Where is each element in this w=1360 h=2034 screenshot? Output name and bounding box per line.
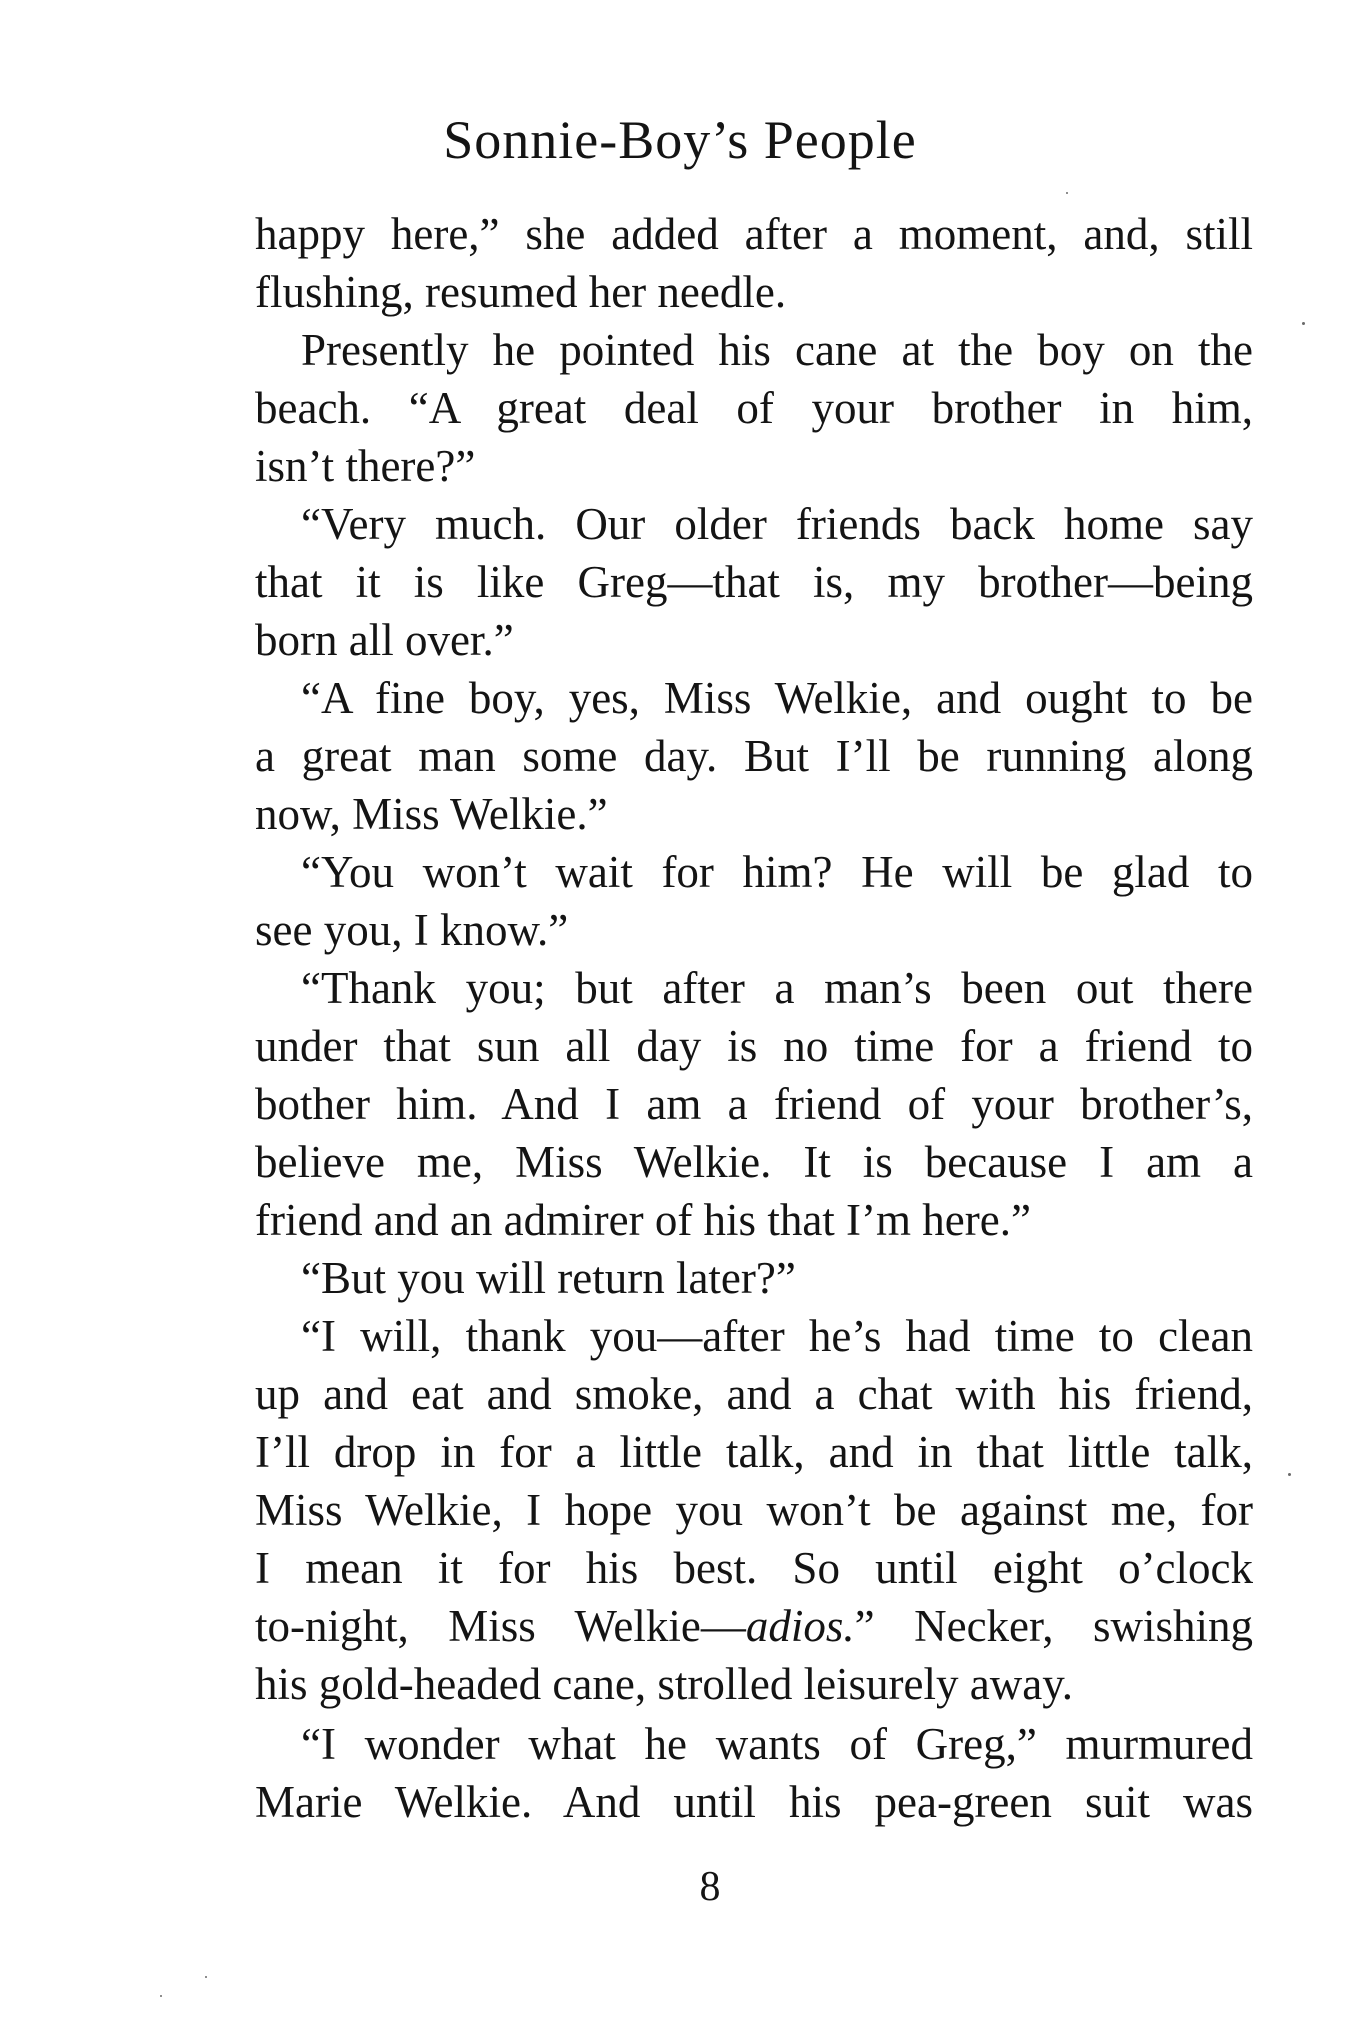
text-line: beach. “A great deal of your brother in him, <box>255 383 1253 433</box>
running-head: Sonnie-Boy’s People <box>443 110 917 170</box>
text-line-italic-adios <box>255 1597 1253 1655</box>
text-line: Marie Welkie. And until his pea-green suit was <box>255 1777 1253 1827</box>
text-line: “Thank you; but after a man’s been out there <box>301 963 1253 1013</box>
text-line: “You won’t wait for him? He will be glad to <box>301 847 1253 897</box>
page-number: 8 <box>699 1864 721 1910</box>
text-line: a great man some day. But I’ll be running along <box>255 731 1253 781</box>
text-line: “I wonder what he wants of Greg,” murmured <box>301 1719 1253 1769</box>
text-line: Miss Welkie, I hope you won’t be against me, for <box>255 1485 1253 1535</box>
text-line: “But you will return later?” <box>301 1253 796 1303</box>
text-line: his gold-headed cane, strolled leisurely away. <box>255 1659 1074 1709</box>
text-line: I mean it for his best. So until eight o’clock <box>255 1543 1253 1593</box>
text-line: flushing, resumed her needle. <box>255 267 787 317</box>
text-span: to-night, Miss Welkie— <box>255 1601 746 1651</box>
body-text <box>255 205 1253 1831</box>
text-line: up and eat and smoke, and a chat with his friend, <box>255 1369 1253 1419</box>
text-line: born all over.” <box>255 615 514 665</box>
text-line: “Very much. Our older friends back home say <box>301 499 1253 549</box>
text-line: now, Miss Welkie.” <box>255 789 608 839</box>
print-speck <box>1302 322 1305 325</box>
italic-word-adios: adios. <box>745 1601 855 1651</box>
text-line: “A fine boy, yes, Miss Welkie, and ought to be <box>301 673 1253 723</box>
text-line: isn’t there?” <box>255 441 476 491</box>
text-line: friend and an admirer of his that I’m here.” <box>255 1195 1031 1245</box>
print-speck <box>1288 1473 1291 1476</box>
text-line: under that sun all day is no time for a friend to <box>255 1021 1253 1071</box>
text-span: ” Necker, swishing <box>854 1601 1253 1651</box>
text-line: that it is like Greg—that is, my brother—being <box>255 557 1253 607</box>
text-line: Presently he pointed his cane at the boy on the <box>301 325 1253 375</box>
text-line: “I will, thank you—after he’s had time to clean <box>301 1311 1253 1361</box>
print-speck <box>1066 192 1068 194</box>
print-speck <box>205 1976 207 1978</box>
text-line: see you, I know.” <box>255 905 569 955</box>
text-line: happy here,” she added after a moment, and, still <box>255 209 1253 259</box>
print-speck <box>160 1995 162 1997</box>
text-line: I’ll drop in for a little talk, and in that little talk, <box>255 1427 1253 1477</box>
text-line: bother him. And I am a friend of your brother’s, <box>255 1079 1253 1129</box>
text-line: believe me, Miss Welkie. It is because I am a <box>255 1137 1253 1187</box>
